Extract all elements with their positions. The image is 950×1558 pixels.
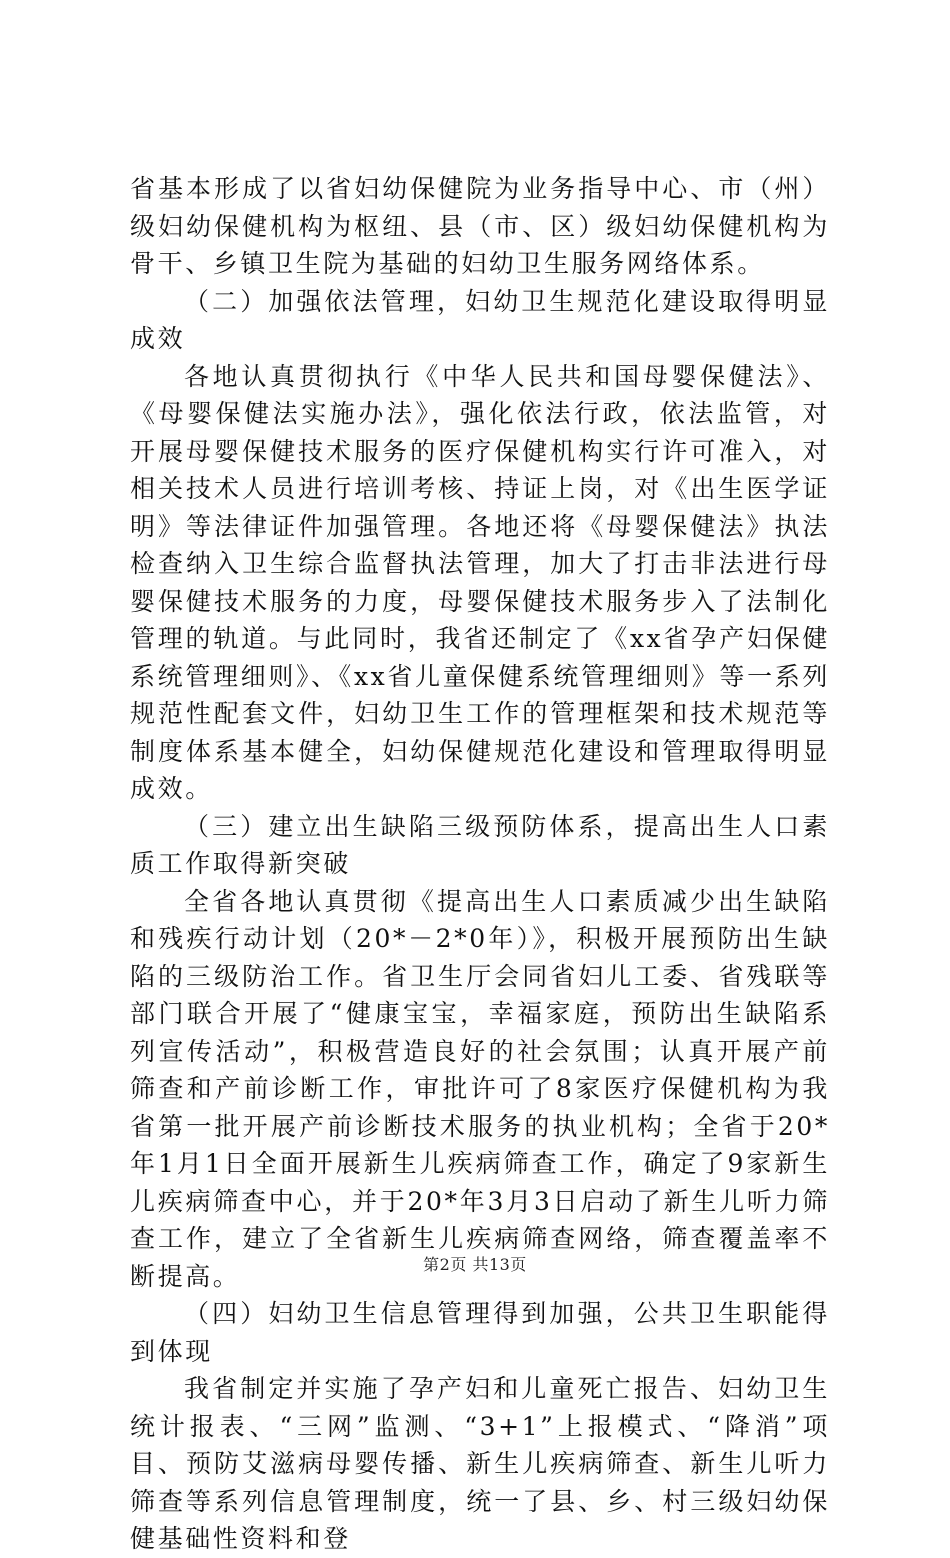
section-heading-2: （二）加强依法管理，妇幼卫生规范化建设取得明显成效 — [130, 286, 830, 353]
page-number-footer: 第2页 共13页 — [423, 1255, 527, 1274]
paragraph-continuation: 省基本形成了以省妇幼保健院为业务指导中心、市（州）级妇幼保健机构为枢纽、县（市、区）级妇幼保健机构为骨干、乡镇卫生院为基础的妇幼卫生服务网络体系。 — [130, 174, 830, 278]
paragraph-section-3: 全省各地认真贯彻《提高出生人口素质减少出生缺陷和残疾行动计划（20*－2*0年）》，积极开展预防出生缺陷的三级防治工作。省卫生厅会同省妇儿工委、省残联等部门联合开展了“健康宝宝，幸福家庭，预防出生缺陷系列宣传活动”，积极营造良好的社会氛围；认真开展产前筛查和产前诊断工作，审批许可了8家医疗保健机构为我省第一批开展产前诊断技术服务的执业机构；全省于20*年1月1日全面开展新生儿疾病筛查工作，确定了9家新生儿疾病筛查中心，并于20*年3月3日启动了新生儿听力筛查工作，建立了全省新生儿疾病筛查网络，筛查覆盖率不断提高。 — [130, 886, 830, 1291]
document-body — [130, 170, 830, 1558]
paragraph-section-4: 我省制定并实施了孕产妇和儿童死亡报告、妇幼卫生统计报表、“三网”监测、“3+1”上报模式、“降消”项目、预防艾滋病母婴传播、新生儿疾病筛查、新生儿听力筛查等系列信息管理制度，统一了县、乡、村三级妇幼保健基础性资料和登 — [130, 1374, 830, 1553]
paragraph-section-2: 各地认真贯彻执行《中华人民共和国母婴保健法》、《母婴保健法实施办法》，强化依法行政，依法监管，对开展母婴保健技术服务的医疗保健机构实行许可准入，对相关技术人员进行培训考核、持证上岗，对《出生医学证明》等法律证件加强管理。各地还将《母婴保健法》执法检查纳入卫生综合监督执法管理，加大了打击非法进行母婴保健技术服务的力度，母婴保健技术服务步入了法制化管理的轨道。与此同时，我省还制定了《xx省孕产妇保健系统管理细则》、《xx省儿童保健系统管理细则》等一系列规范性配套文件，妇幼卫生工作的管理框架和技术规范等制度体系基本健全，妇幼保健规范化建设和管理取得明显成效。 — [130, 361, 830, 803]
section-heading-3: （三）建立出生缺陷三级预防体系，提高出生人口素质工作取得新突破 — [130, 811, 830, 878]
section-heading-4: （四）妇幼卫生信息管理得到加强，公共卫生职能得到体现 — [130, 1299, 830, 1366]
